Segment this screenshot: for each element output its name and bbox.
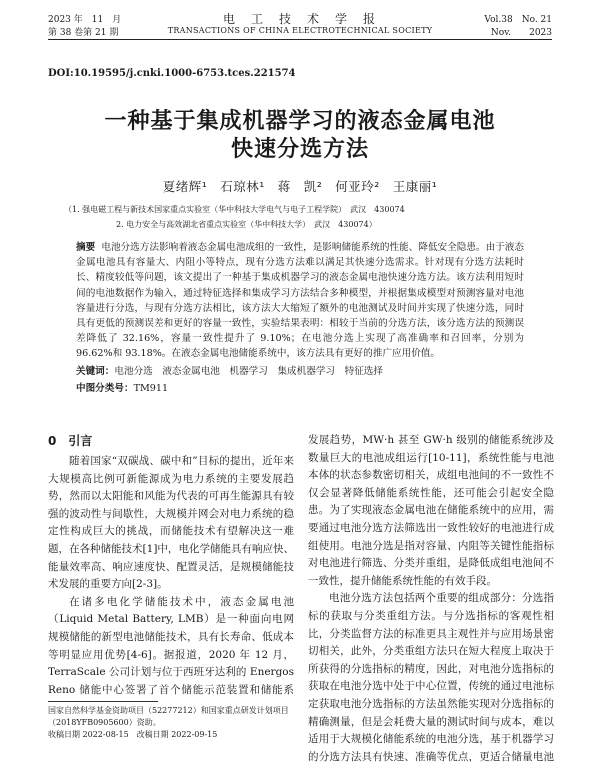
footnote-line-1: 国家自然科学基金资助项目（52277212）和国家重点研发计划项目: [48, 706, 289, 715]
left-paragraph-1: 随着国家“双碳战、碳中和”目标的提出，近年来大规模高比例可新能源成为电力系统的主要发展趋势，然而以太阳能和风能为代表的可再生能源具有较强的波动性与间歇性，大规模并网会对电力系统的稳定性构成巨大的挑战，而储能技术有望解决这一难题，在各种储能技术[1]中，电化学储能具有响应快、能量效率高、响应速度快、配置灵活，是规模储能技术发展的重要方向[2-3]。: [48, 455, 294, 591]
doi: DOI:10.19595/j.cnki.1000-6753.tces.221574: [48, 68, 296, 79]
keywords-label: 关键词：: [76, 366, 115, 377]
left-column: [48, 453, 294, 695]
footnote-rule: [48, 701, 158, 702]
abstract-block: [76, 240, 524, 360]
footnote-dates: 收稿日期 2022-08-15 改稿日期 2022-09-15: [48, 730, 218, 739]
authors: 夏绪辉¹ 石琼林¹ 蒋 凯² 何亚玲² 王康丽¹: [162, 179, 438, 194]
right-paragraph-2: 电池分选方法包括两个重要的组成部分：分选指标的获取与分类重组方法。与分选指标的客观性相比，分类监督方法的标准更具主观性并与应用场景密切相关，此外，分类重组方法只在短大程度上取决于所获得的分选指标的精度，因此，对电池分选指标的获取在电池分选中处于中心位置，传统的通过电池标定获取电池分选指标的方法虽然能实现对分选指标的精确测量，但是会耗费大量的测试时间与成本，难以适用于大规模化储能系统的电池分选，基于机器学习的分选方法具有快速、准确等优点，更适合储量电池: [308, 592, 554, 762]
affiliation-2: 2. 电力安全与高效湖北省重点实验室（华中科技大学） 武汉 430074）: [116, 220, 377, 229]
header-journal-en: TRANSACTIONS OF CHINA ELECTROTECHNICAL SOCIETY: [167, 26, 433, 35]
header-month-en: Nov. 2023: [490, 28, 552, 38]
clc-number: TM911: [133, 383, 169, 394]
header-volume-en: Vol.38 No. 21: [484, 15, 552, 25]
clc-label: 中图分类号：: [76, 383, 134, 394]
paper-title-line1: 一种基于集成机器学习的液态金属电池: [104, 109, 496, 134]
abstract-text: 电池分选方法影响着液态金属电池成组的一致性，是影响储能系统的性能、降低安全隐患。由于液态金属电池具有容量大、内阻小等特点，现有分选方法难以满足其快速分选需求。针对现有分选方法耗时长、精度较低等问题，该文提出了一种基于集成机器学习的液态金属电池快速分选方法。该方法利用短时间的电池数据作为输入，通过特征选择和集成学习方法结合多种模型，并根据集成模型对预测容量对电池容量进行分选，与现有分选方法相比，该方法大大缩短了额外的电池测试及时间并实现了快速分选，同时具有更低的预测误差和更好的容量一致性，实验结果表明：相较于当前的分选方法，该分选方法的预测误差降低了 32.16%，容量一致性提升了 9.10%；在电池分选上实现了高准确率和召回率，分别为 96.62%和 93.18%。在液态金属电池储能系统中，该方法具有更好的推广应用价值。: [76, 242, 524, 360]
right-paragraph-1: 发展趋势，MW·h 甚至 GW·h 级别的储能系统涉及数量巨大的电池成组运行[10-11]，系统性能与电池本体的状态参数密切相关，成组电池间的不一致性不仅会显著降低储能系统性能，还可能会引起安全隐患。为了实现液态金属电池在储能系统中的应用，需要通过电池分选方法筛选出一致性较好的电池进行成组使用。电池分选是指对容量、内阻等关键性能指标对电池进行筛选、分类并重组，是降低成组电池间不一致性，提升储能系统性能的有效手段。: [308, 434, 554, 587]
header-journal-cn: 电 工 技 术 学 报: [222, 12, 377, 26]
clc-block: [76, 380, 524, 394]
keywords-text: 电池分选 液态金属电池 机器学习 集成机器学习 特征选择: [114, 366, 383, 377]
paper-title-line2: 快速分选方法: [230, 137, 369, 162]
affiliation-1: （1. 强电磁工程与新技术国家重点实验室（华中科技大学电气与电子工程学院） 武汉 430074: [64, 205, 405, 214]
header-volume-cn: 第 38 卷第 21 期: [48, 28, 119, 38]
right-column: [308, 432, 554, 762]
section-heading-intro: 0 引言: [48, 434, 93, 448]
header-issue-date: 2023 年 11 月: [48, 15, 122, 25]
header-rule: [48, 39, 552, 40]
keywords-block: [76, 363, 524, 377]
abstract-label: 摘要: [76, 242, 96, 253]
footnote-funding: [48, 705, 298, 741]
footnote-line-2: （2018YFB0905600）资助。: [48, 718, 161, 727]
left-paragraph-2: 在诸多电化学储能技术中，液态金属电池（Liquid Metal Battery, LMB）是一种面向电网规模储能的新型电池储能技术，具有长寿命、低成本等明显应用优势[4-6]。据报道，2020 年 12 月，TerraScale 公司计划与位于西班牙达利的 Energos Reno 储能中心签署了首个储能示范装置和储能系: [48, 595, 294, 695]
